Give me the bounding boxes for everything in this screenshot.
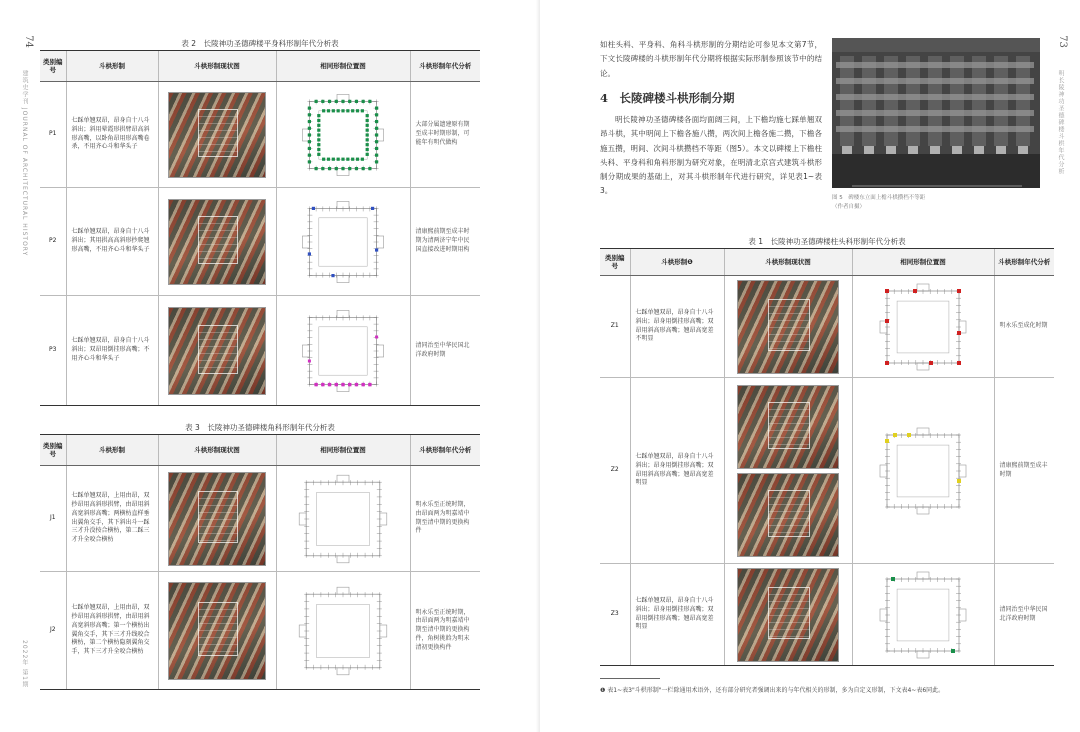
section-title: 4 长陵碑楼斗栱形制分期 [600, 91, 735, 105]
table3-header-plan: 相同形制位置图 [276, 435, 410, 466]
intro-paragraph: 如柱头科、平身科、角科斗栱形制的分期结论可参见本文第7节，下文长陵碑楼的斗栱形制年代分期将根据实际形制参照该节中的结论。 [600, 40, 822, 78]
table3-header-form: 斗栱形制 [66, 435, 158, 466]
table2-caption: 表 2 长陵神功圣德碑楼平身科形制年代分析表 [181, 39, 339, 48]
floor-plan-drawing [872, 570, 974, 660]
table2-header-id: 类别编号 [40, 51, 66, 82]
table-row [40, 296, 480, 406]
table3 [40, 434, 480, 690]
table-row [40, 572, 480, 690]
right-page [540, 0, 1080, 732]
table2-header-photo: 斗栱形制现状图 [158, 51, 276, 82]
row-id: J2 [40, 572, 66, 690]
position-plan [295, 200, 391, 284]
table-row [600, 378, 1054, 564]
row-id: Z3 [600, 564, 630, 666]
table3-header-period: 斗栱形制年代分析 [410, 435, 480, 466]
row-period: 明永乐至正统时期，由昂面两为明嘉靖中期至清中期的更换构件，角树挑斡为明末清初更换构件 [410, 572, 480, 690]
row-desc: 七踩单翘双昂，上用由昂，双抄昂用高斜形拱臂，由昂用斜高宽斜形高嘴；第一个横枋出翼角交手，其下三才升线咬合横枋，第二个横枋隐刻翼角交手，其下三才升全咬合横枋 [66, 572, 158, 690]
row-desc: 七踩单翘双昂，昂身自十八斗斜出；昂身用倒挂形高嘴；双昂用斜高形高嘴；翘昂高宽差明显 [630, 378, 724, 564]
table3-caption: 表 3 长陵神功圣德碑楼角科形制年代分析表 [185, 423, 335, 432]
row-id: Z2 [600, 378, 630, 564]
row-period: 大部分属遗建原有期至成丰时期形制，可能年有明代做构 [410, 82, 480, 188]
footnote-rule [600, 678, 660, 679]
left-journal-side-text: 建筑史学刊 JOURNAL OF ARCHITECTURAL HISTORY [21, 70, 28, 257]
row-desc: 七踩单翘双昂，昂身自十八斗斜出；昂身用倒挂形高嘴；双昂用倒挂形高嘴；翘昂高宽差明显 [630, 564, 724, 666]
position-plan [872, 426, 974, 516]
bracket-elevation-photo [832, 38, 1040, 188]
table-row [600, 564, 1054, 666]
row-desc: 七踩单翘双昂，昂身自十八斗斜出；斜用晕霞形拱臂昂高斜形高嘴，以卧角昂用形高嘴卷杀，不用齐心斗和华头子 [66, 82, 158, 188]
bracket-photo [168, 307, 266, 395]
row-id: P3 [40, 296, 66, 406]
bracket-photo [168, 199, 266, 285]
row-id: Z1 [600, 276, 630, 378]
row-id: P1 [40, 82, 66, 188]
section-paragraph: 明长陵神功圣德碑楼各面均面阔三间，上下檐均施七踩单翘双昂斗栱，其中明间上下檐各施八攒，两次间上檐各施二攒，下檐各施五攒，明间、次间斗栱攒档不等距（图5）。本文以碑楼上下檐柱头科、平身科和角科形制为研究对象，在明清北京宫式建筑斗栱形制分期成果的基础上，对其斗栱形制年代进行研究，详见表1~表3。 [600, 115, 822, 196]
floor-plan-drawing [293, 585, 393, 677]
left-footer-text: 2022年 第1期 [21, 640, 28, 688]
bracket-photo [737, 385, 839, 469]
row-period: 清同治至中华民国北洋政府时期 [994, 564, 1054, 666]
bracket-photo [168, 472, 266, 566]
bracket-photo [168, 582, 266, 680]
table2 [40, 50, 480, 406]
table3-header-photo: 斗栱形制现状图 [158, 435, 276, 466]
left-page-number: 74 [22, 35, 34, 48]
row-period: 清同治至中华民国北洋政府时期 [410, 296, 480, 406]
floor-plan-drawing [295, 309, 391, 393]
table1-header-plan: 相同形制位置图 [852, 249, 994, 276]
table-row [40, 82, 480, 188]
right-page-number: 73 [1056, 35, 1068, 48]
table1-header-id: 类别编号 [600, 249, 630, 276]
row-period: 明永乐至成化时期 [994, 276, 1054, 378]
table-row [40, 188, 480, 296]
position-plan [295, 93, 391, 177]
row-desc: 七踩单翘双昂，昂身自十八斗斜出；昂身用倒挂形高嘴；双昂用斜高形高嘴；翘昂高宽差不明显 [630, 276, 724, 378]
table2-header-period: 斗栱形制年代分析 [410, 51, 480, 82]
table1 [600, 248, 1054, 666]
row-period: 清康熙前期至成丰时期为清两济宁年中民国直接改进时期用构 [410, 188, 480, 296]
floor-plan-drawing [872, 426, 974, 516]
table2-header-plan: 相同形制位置图 [276, 51, 410, 82]
table2-header-form: 斗栱形制 [66, 51, 158, 82]
table1-caption: 表 1 长陵神功圣德碑楼柱头科形制年代分析表 [748, 237, 906, 246]
figure-caption: 图 5 碑楼东立面上檐斗栱攒档不等距 [832, 195, 926, 201]
floor-plan-drawing [295, 93, 391, 177]
row-period: 清康熙前期至成丰时期 [994, 378, 1054, 564]
position-plan [872, 282, 974, 372]
table1-header-period: 斗栱形制年代分析 [994, 249, 1054, 276]
facade-photo [832, 38, 1040, 188]
figure-credit: （作者自摄） [832, 204, 866, 210]
table1-header-form: 斗栱形制❶ [630, 249, 724, 276]
table1-header-photo: 斗栱形制现状图 [724, 249, 852, 276]
floor-plan-drawing [293, 473, 393, 565]
row-id: P2 [40, 188, 66, 296]
row-desc: 七踩单翘双昂，昂身自十八斗斜出；双昂用倒挂形高嘴；不用齐心斗和华头子 [66, 296, 158, 406]
row-desc: 七踩单翘双昂，昂身自十八斗斜出；其用拱高高斜形抄爬翘形高嘴，不用齐心斗和华头子 [66, 188, 158, 296]
position-plan [293, 473, 393, 565]
position-plan [872, 570, 974, 660]
position-plan [295, 309, 391, 393]
right-title-side-text: 明长陵神功圣德碑楼斗栱年代分析 [1057, 70, 1064, 175]
footnote: ❶ 表1~表3"斗栱形制"一栏除通用术语外，还有部分研究者强调出来的与年代相关的形制，多为自定义形制，下文表4~表6同此。 [600, 687, 945, 694]
floor-plan-drawing [872, 282, 974, 372]
bracket-photo [737, 473, 839, 557]
bracket-photo [168, 92, 266, 178]
row-period: 明永乐至正统时期，由昂面两为明嘉靖中期至清中期的更换构件 [410, 466, 480, 572]
row-id: J1 [40, 466, 66, 572]
position-plan [293, 585, 393, 677]
row-desc: 七踩单翘双昂，上用由昂，双抄昂用高斜形拱臂，由昂用斜高宽斜形高嘴；两横枋直样垂出翼角交手，其下斜出斗一踩三才升没按合横枋，第二踩三才升全咬合横枋 [66, 466, 158, 572]
bracket-photo [737, 568, 839, 662]
table3-header-id: 类别编号 [40, 435, 66, 466]
floor-plan-drawing [295, 200, 391, 284]
table-row [600, 276, 1054, 378]
bracket-photo [737, 280, 839, 374]
table-row [40, 466, 480, 572]
